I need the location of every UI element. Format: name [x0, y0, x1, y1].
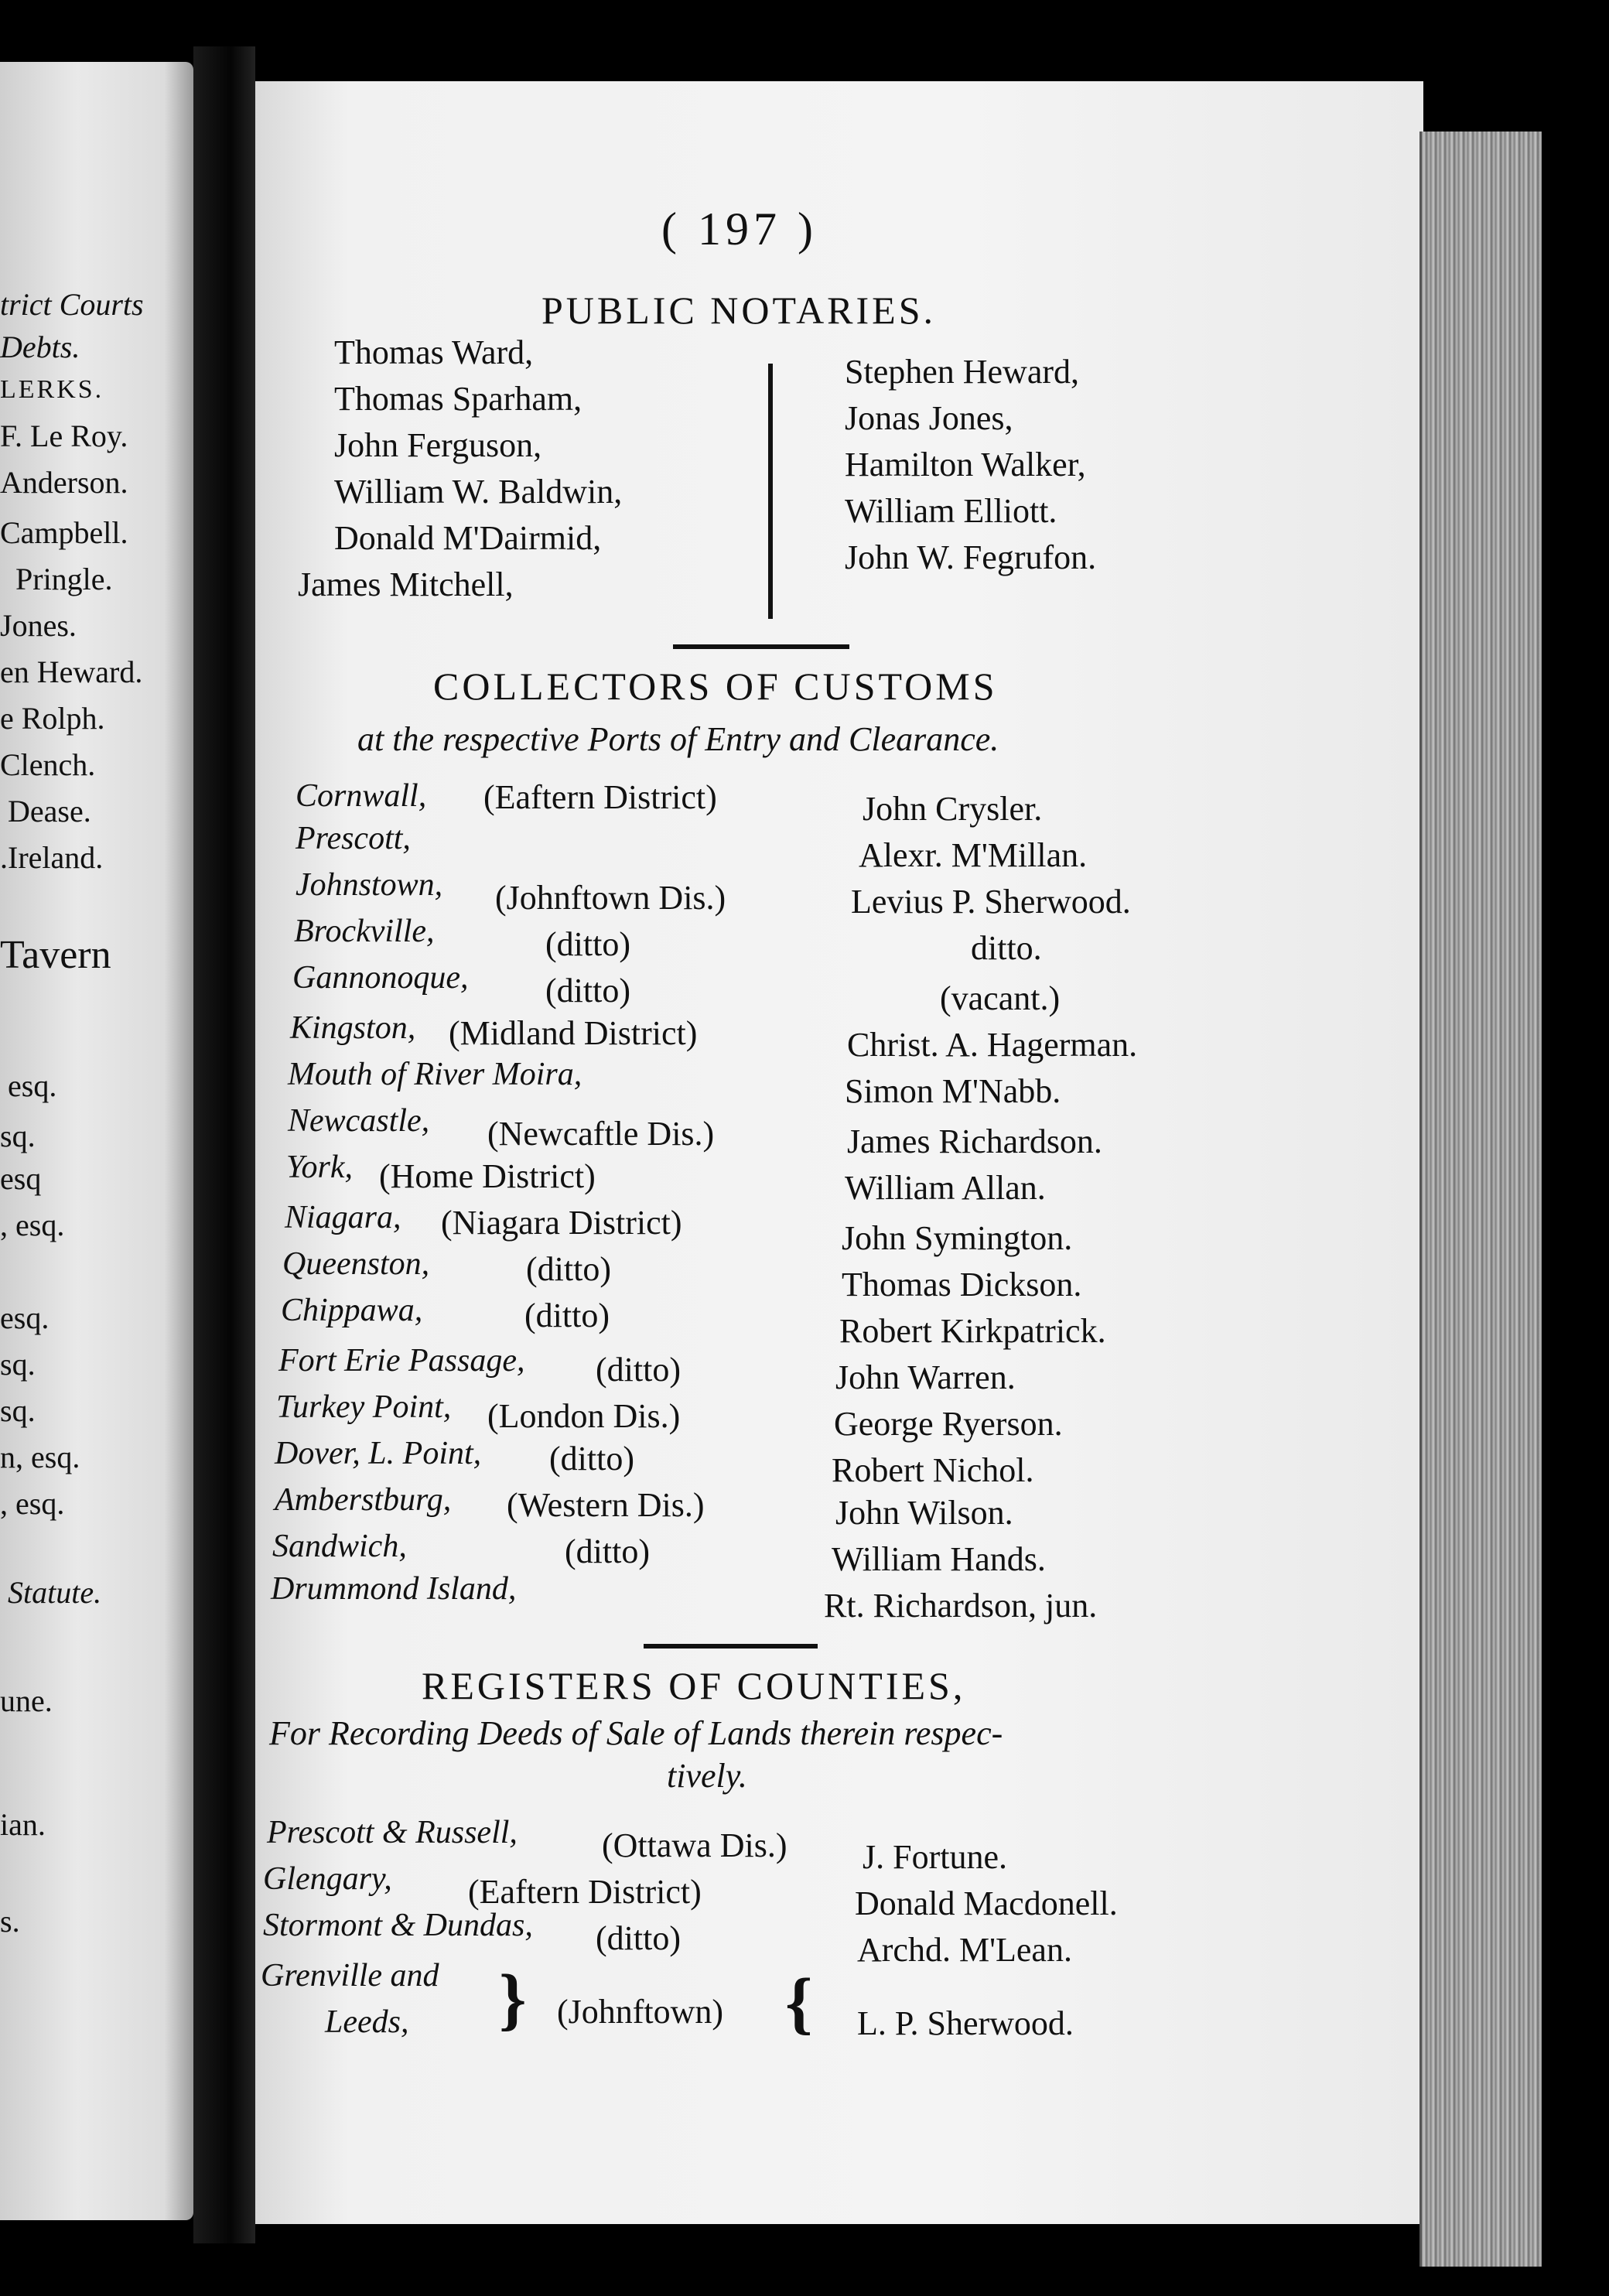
port-name: Drummond Island,	[271, 1571, 517, 1607]
facing-text: une.	[0, 1683, 53, 1718]
section-rule	[644, 1644, 818, 1649]
notary-name: James Mitchell,	[298, 565, 514, 603]
district: (Ottawa Dis.)	[602, 1826, 787, 1864]
notary-name: Thomas Sparham,	[334, 380, 582, 418]
port-name: Mouth of River Moira,	[288, 1057, 582, 1092]
notary-name: Stephen Heward,	[845, 353, 1080, 391]
port-name: Queenston,	[282, 1246, 430, 1282]
facing-text: Jones.	[0, 608, 77, 643]
district: (Newcaftle Dis.)	[487, 1115, 715, 1153]
collector: John Warren.	[835, 1358, 1016, 1396]
district: (Eaftern District)	[483, 778, 717, 816]
port-name: Kingston,	[290, 1010, 416, 1046]
book-gutter	[193, 46, 255, 2243]
district: (ditto)	[526, 1250, 611, 1288]
port-name: Brockville,	[294, 914, 435, 949]
collector: ditto.	[971, 929, 1042, 967]
brace-icon: {	[785, 1965, 813, 2041]
collector: William Allan.	[845, 1169, 1046, 1207]
customs-subheading: at the respective Ports of Entry and Clearance.	[357, 720, 999, 758]
notaries-heading: PUBLIC NOTARIES.	[541, 289, 937, 332]
port-name: Amberstburg,	[275, 1482, 452, 1518]
notary-name: William W. Baldwin,	[334, 473, 623, 511]
collector: George Ryerson.	[834, 1405, 1063, 1443]
district: (ditto)	[549, 1440, 634, 1478]
collector: Rt. Richardson, jun.	[824, 1587, 1098, 1625]
county-name: Stormont & Dundas,	[263, 1908, 533, 1943]
facing-text: trict Courts	[0, 287, 144, 322]
facing-text: Debts.	[0, 330, 80, 364]
facing-text: esq.	[0, 1300, 50, 1335]
facing-text: Clench.	[0, 747, 96, 782]
district: (ditto)	[524, 1297, 610, 1334]
district: (ditto)	[545, 925, 630, 963]
district: (ditto)	[596, 1919, 681, 1957]
facing-text: F. Le Roy.	[0, 419, 128, 453]
district: (Western Dis.)	[507, 1486, 705, 1524]
facing-text: Dease.	[8, 794, 91, 829]
facing-text: e Rolph.	[0, 701, 105, 736]
collector: Robert Nichol.	[832, 1451, 1034, 1489]
port-name: York,	[286, 1150, 353, 1185]
collector: Christ. A. Hagerman.	[847, 1026, 1138, 1064]
facing-text: Statute.	[8, 1575, 102, 1610]
facing-text: Campbell.	[0, 515, 128, 550]
register: J. Fortune.	[863, 1838, 1007, 1876]
notary-name: William Elliott.	[845, 492, 1057, 530]
collector: James Richardson.	[847, 1122, 1102, 1160]
port-name: Sandwich,	[272, 1529, 407, 1564]
customs-heading: COLLECTORS OF CUSTOMS	[433, 665, 998, 708]
county-name: Prescott & Russell,	[267, 1815, 518, 1850]
district: (London Dis.)	[487, 1397, 681, 1435]
page-edges	[1419, 132, 1542, 2267]
register: L. P. Sherwood.	[857, 2004, 1074, 2042]
county-name: Glengary,	[263, 1861, 392, 1897]
collector: Robert Kirkpatrick.	[839, 1312, 1106, 1350]
collector: Levius P. Sherwood.	[851, 883, 1131, 921]
collector: (vacant.)	[940, 979, 1061, 1017]
notary-name: John W. Fegrufon.	[845, 538, 1097, 576]
facing-text: , esq.	[0, 1486, 65, 1521]
facing-text: sq.	[0, 1393, 36, 1428]
facing-text: ian.	[0, 1807, 46, 1842]
district: (Johnftown)	[557, 1993, 724, 2031]
facing-text: LERKS.	[0, 375, 104, 404]
facing-text: sq.	[0, 1119, 36, 1153]
collector: Thomas Dickson.	[842, 1266, 1082, 1303]
district: (ditto)	[565, 1532, 650, 1570]
register: Donald Macdonell.	[855, 1884, 1118, 1922]
facing-text: Pringle.	[15, 562, 113, 596]
facing-text: s.	[0, 1904, 20, 1939]
district: (ditto)	[596, 1351, 681, 1389]
registers-subheading: For Recording Deeds of Sale of Lands therein respec-	[269, 1714, 1003, 1752]
section-rule	[673, 644, 849, 649]
register: Archd. M'Lean.	[857, 1931, 1072, 1969]
district: (Eaftern District)	[468, 1873, 702, 1911]
collector: William Hands.	[832, 1540, 1046, 1578]
collector: John Crysler.	[863, 790, 1043, 828]
port-name: Turkey Point,	[276, 1389, 452, 1425]
column-divider	[768, 364, 773, 619]
district: (ditto)	[545, 972, 630, 1010]
facing-page	[0, 62, 193, 2220]
facing-text: , esq.	[0, 1208, 65, 1242]
port-name: Gannonoque,	[292, 960, 469, 996]
port-name: Cornwall,	[295, 778, 427, 814]
facing-text: sq.	[0, 1347, 36, 1382]
collector: Alexr. M'Millan.	[859, 836, 1088, 874]
collector: Simon M'Nabb.	[845, 1072, 1061, 1110]
notary-name: John Ferguson,	[334, 426, 542, 464]
collector: John Symington.	[842, 1219, 1073, 1257]
port-name: Prescott,	[295, 821, 411, 856]
notary-name: Thomas Ward,	[334, 333, 534, 371]
district: (Home District)	[379, 1157, 596, 1195]
facing-text: .Ireland.	[0, 840, 104, 875]
district: (Johnftown Dis.)	[495, 879, 726, 917]
port-name: Johnstown,	[295, 867, 443, 903]
county-name: Leeds,	[325, 2004, 409, 2040]
facing-text: en Heward.	[0, 654, 143, 689]
port-name: Niagara,	[285, 1200, 401, 1235]
port-name: Newcastle,	[288, 1103, 430, 1139]
notary-name: Jonas Jones,	[845, 399, 1013, 437]
county-name: Grenville and	[261, 1958, 439, 1994]
district: (Midland District)	[449, 1014, 698, 1052]
registers-subheading-cont: tively.	[667, 1757, 747, 1795]
facing-text: Tavern	[0, 933, 111, 977]
district: (Niagara District)	[441, 1204, 682, 1242]
brace-icon: }	[499, 1961, 527, 2038]
notary-name: Hamilton Walker,	[845, 446, 1086, 483]
notary-name: Donald M'Dairmid,	[334, 519, 602, 557]
port-name: Fort Erie Passage,	[278, 1343, 525, 1379]
registers-heading: REGISTERS OF COUNTIES,	[422, 1664, 966, 1707]
facing-text: esq	[0, 1161, 42, 1196]
facing-text: Anderson.	[0, 465, 128, 500]
port-name: Chippawa,	[281, 1293, 423, 1328]
facing-text: esq.	[8, 1068, 57, 1103]
facing-text: n, esq.	[0, 1440, 80, 1474]
port-name: Dover, L. Point,	[275, 1436, 482, 1471]
collector: John Wilson.	[835, 1494, 1013, 1532]
page-number: ( 197 )	[661, 203, 818, 255]
